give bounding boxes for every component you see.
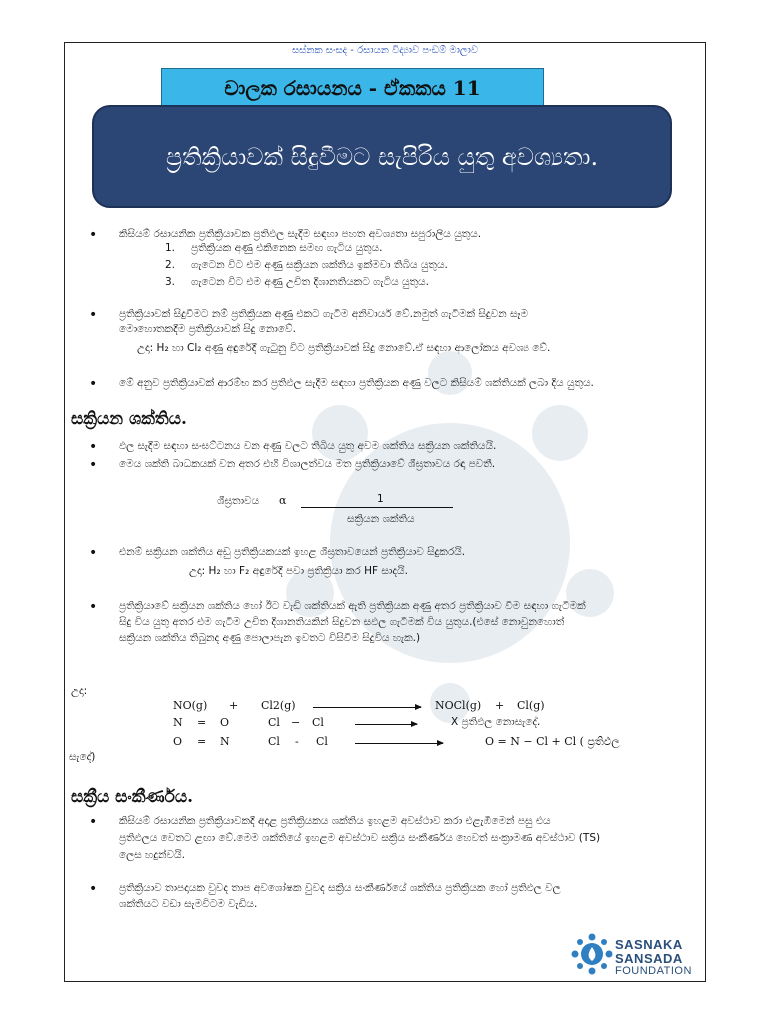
atom-cl: Cl (316, 735, 328, 748)
example-h2-f2: උදා: H₂ හා F₂ අඳුරේදී පවා ප්‍රතික්‍රියා කර HF සාදයි. (189, 565, 408, 577)
reaction-arrow (313, 707, 421, 708)
complex-bullet-1-line-2: ප්‍රතිඵලය වෙතට ළඟා වේ.මෙම ශක්තියේ ඉහළම අවස්ථාව සක්‍රිය සංකීර්ණය හෙවත් සංක්‍රාමණ අවස්ථාව (TS) (119, 832, 601, 844)
no-product-note: X ප්‍රතිඵල නොසැදේ. (451, 716, 541, 728)
intro-bullet-1: කිසියම් රසායනික ප්‍රතික්‍රියාවක ප්‍රතිඵල සැදීම සඳහා පහත අවශ්‍යතා සපුරාලිය යුතුය. (119, 228, 482, 240)
formula-rate-label: ශීඝ්‍රතාවය (217, 495, 260, 507)
atom-n: N (220, 735, 230, 748)
bullet-icon: • (89, 227, 98, 243)
atom-cl: Cl (312, 716, 324, 729)
bullet-icon: • (89, 545, 98, 561)
bullet-icon: • (89, 457, 98, 473)
intro-bullet-3: මේ අනුව ප්‍රතික්‍රියාවක් ආරම්භ කර ප්‍රතිඵල සැදීම සඳහා ප්‍රතික්‍රියක අණු වලට කිසියම් ශක්තියක් ලබා දිය යුතුය. (119, 377, 594, 389)
plus-sign: + (495, 699, 505, 712)
reactant-cl2: Cl2(g) (261, 699, 296, 712)
activation-bullet-4-line-2: සිදු විය යුතු අතර එම ගැටීම උචිත දිශානතියකින් සිදුවන සඵල ගැටීමක් විය යුතුය.(එසේ නොවුනහොත් (119, 616, 565, 628)
series-header: සස්නක සංසද - රසායන විද්‍යාව පංඩම් මාලාව (291, 45, 479, 56)
activation-bullet-4-line-1: ප්‍රතික්‍රියාවේ සක්‍රියන ශක්තිය හෝ ඊට වැඩි ශක්තියක් ඇති ප්‍රතික්‍රියක අණු අතර ප්‍රතික්‍රියාව වීම සඳහා ගැටීමක් (119, 600, 586, 612)
atom-cl: Cl (268, 716, 280, 729)
intro-bullet-2-line-1: ප්‍රතික්‍රියාවක් සිදුවීමට නම් ප්‍රතික්‍රියක අණු එකට ගැටීම අනිවාර්ය වේ.නමුත් ගැටීමක් සිදුවන සෑම (119, 308, 529, 320)
list-number: 1. (165, 242, 176, 254)
activated-complex-heading: සක්‍රීය සංකීර්ණය. (71, 787, 194, 807)
formula-proportional-sign: α (279, 494, 287, 507)
requirement-item: ප්‍රතික්‍රියක අණු එකිනෙක සමඟ ගැටිය යුතුය. (191, 242, 383, 254)
activation-bullet-1: ඵල සැදීම සඳහා සංඝට්ටනය වන අණු වලට තිබිය යුතු අවම ශක්තිය සක්‍රියන ශක්තියයි. (119, 440, 497, 452)
activation-energy-heading: සක්‍රියන ශක්තිය. (71, 409, 187, 429)
plus-sign: + (229, 699, 239, 712)
intro-bullet-2-line-2: මොහොතකදීම ප්‍රතික්‍රියාවක් සිදු නොවේ. (119, 323, 296, 335)
list-number: 2. (165, 259, 176, 271)
activation-bullet-4-line-3: සක්‍රියන ශක්තිය තිබුනද අණු පොලාපැන ඉවතට විසිවීම සිදුවිය හැක.) (119, 632, 421, 644)
formula-numerator: 1 (377, 493, 384, 505)
bullet-icon: • (89, 439, 98, 455)
product-result: O = N − Cl + Cl ( ප්‍රතිඵල (485, 735, 620, 748)
product-cl: Cl(g) (517, 699, 545, 712)
complex-bullet-1-line-3: ලෙස හදුන්වයි. (119, 849, 185, 861)
atom-n: N (173, 716, 183, 729)
reaction-arrow (355, 724, 417, 725)
bullet-icon: • (89, 307, 98, 323)
watermark-globe-icon (270, 343, 630, 723)
formula-denominator: සක්‍රියන ශක්තිය (347, 513, 415, 525)
product-nocl: NOCl(g) (435, 699, 482, 712)
example-label: උදා: (71, 685, 88, 697)
double-bond: = (197, 716, 207, 729)
reaction-arrow (355, 743, 443, 744)
logo-text-line-2: SANSADA (615, 951, 683, 966)
document-page (64, 42, 706, 982)
double-bond: = (197, 735, 207, 748)
activation-bullet-3: එනම් සක්‍රියන ශක්තිය අඩු ප්‍රතික්‍රියකයක් ඉහළ ශීඝ්‍රතාවයෙන් ප්‍රතික්‍රියාව සිදුකරයි. (119, 546, 466, 558)
bullet-icon: • (89, 814, 98, 830)
complex-bullet-2-line-2: ශක්තියට වඩා සැමවිටම වැඩිය. (119, 898, 258, 910)
bullet-icon: • (89, 599, 98, 615)
foundation-logo-icon (571, 933, 613, 975)
example-h2-cl2: උදා: H₂ හා Cl₂ අණු අඳුරේදී ගැටුනු විට ප්‍රතික්‍රියාවක් සිදු නොවේ.ඒ සඳහා ආලෝකය අවශ්‍ය වේ. (137, 342, 551, 354)
single-bond: − (291, 716, 301, 729)
logo-text-line-1: SASNAKA (615, 937, 683, 952)
bullet-icon: • (89, 881, 98, 897)
unit-title: චාලක රසායනය - ඒකකය 11 (161, 68, 544, 108)
atom-o: O (173, 735, 183, 748)
product-result-cont: සැදේ) (69, 751, 96, 763)
activation-bullet-2: මෙය ශක්ති බාධකයක් වන අතර එහි විශාලත්වය මත ප්‍රතික්‍රියාවේ ශීඝ්‍රතාවය රඳා පවතී. (119, 458, 496, 470)
list-number: 3. (165, 276, 176, 288)
bullet-icon: • (89, 376, 98, 392)
requirement-item: ගැටෙන විට එම අණු උචිත දිශානතියකට ගැටිය යුතුය. (191, 276, 429, 288)
atom-o: O (220, 716, 230, 729)
section-banner: ප්‍රතික්‍රියාවක් සිදුවීමට සැපිරිය යුතු අවශ්‍යතා. (92, 105, 672, 208)
logo-text-line-3: FOUNDATION (615, 965, 692, 977)
complex-bullet-1-line-1: කිසියම් රසායනික ප්‍රතික්‍රියාවකදී අදාළ ප්‍රතික්‍රියකය ශක්තිය ඉහළම අවස්ථාව කරා එළැඹීමෙන් පසු එය (119, 815, 551, 827)
single-bond: - (295, 735, 299, 748)
reactant-no: NO(g) (173, 699, 208, 712)
requirement-item: ගැටෙන විට එම අණු සක්‍රියන ශක්තිය ඉක්මවා තිබිය යුතුය. (191, 259, 448, 271)
atom-cl: Cl (268, 735, 280, 748)
complex-bullet-2-line-1: ප්‍රතික්‍රියාව තාපදායක වුවද තාප අවශෝෂක වුවද සක්‍රිය සංකීර්ණයේ ශක්තිය ප්‍රතික්‍රියක හෝ ප්‍රතිඵල වල (119, 882, 561, 894)
fraction-line (301, 507, 453, 508)
